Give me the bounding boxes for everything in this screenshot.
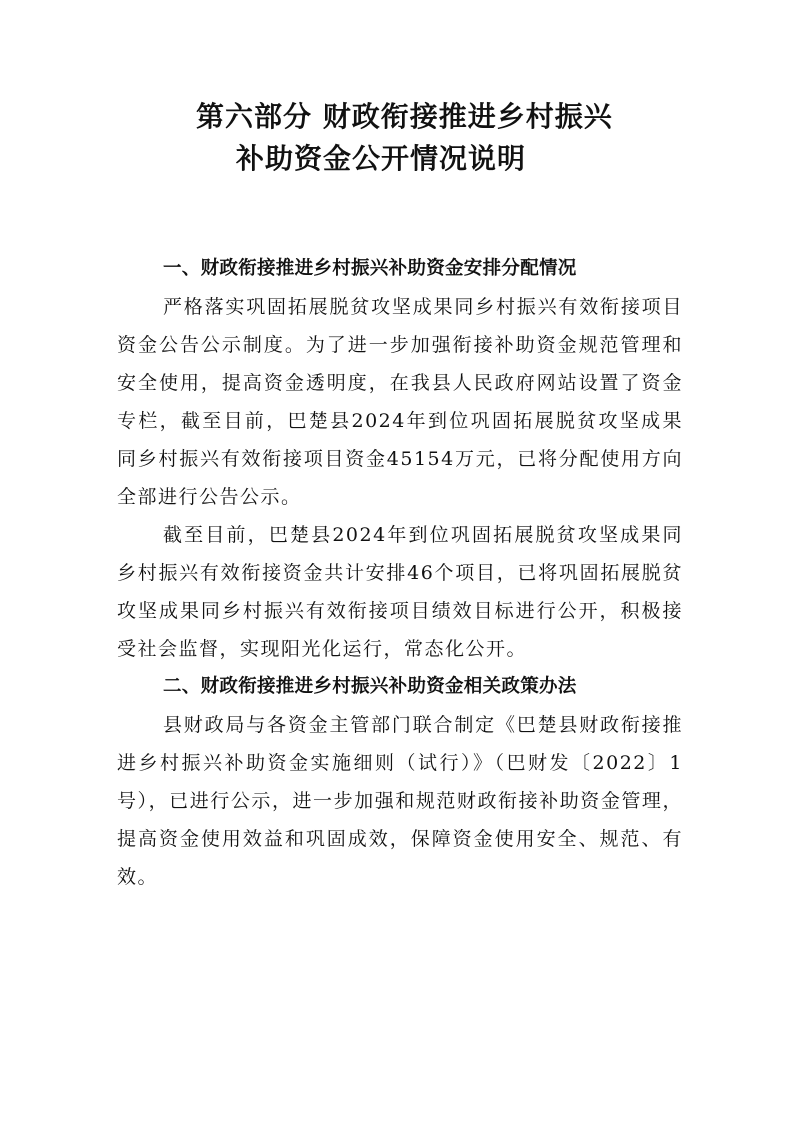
section-2-paragraph-1: 县财政局与各资金主管部门联合制定《巴楚县财政衔接推进乡村振兴补助资金实施细则（试行）》（巴财发〔2022〕1号），已进行公示，进一步加强和规范财政衔接补助资金管理，提高资金使用效益和巩固成效，保障资金使用安全、规范、有效。: [117, 714, 683, 888]
document-body: [117, 250, 683, 896]
section-1-heading: 一、财政衔接推进乡村振兴补助资金安排分配情况: [163, 258, 577, 279]
section-1-paragraph-2: 截至目前，巴楚县2024年到位巩固拓展脱贫攻坚成果同乡村振兴有效衔接资金共计安排46个项目，已将巩固拓展脱贫攻坚成果同乡村振兴有效衔接项目绩效目标进行公开，积极接受社会监督，实现阳光化运行，常态化公开。: [117, 524, 683, 660]
document-title-line-2: 补助资金公开情况说明: [236, 142, 527, 175]
section-1-paragraph-1: 严格落实巩固拓展脱贫攻坚成果同乡村振兴有效衔接项目资金公告公示制度。为了进一步加强衔接补助资金规范管理和安全使用，提高资金透明度，在我县人民政府网站设置了资金专栏，截至目前，巴楚县2024年到位巩固拓展脱贫攻坚成果同乡村振兴有效衔接项目资金45154万元，已将分配使用方向全部进行公告公示。: [117, 296, 683, 508]
section-2-heading: 二、财政衔接推进乡村振兴补助资金相关政策办法: [163, 676, 577, 697]
document-title-line-1: 第六部分 财政衔接推进乡村振兴: [196, 100, 613, 133]
